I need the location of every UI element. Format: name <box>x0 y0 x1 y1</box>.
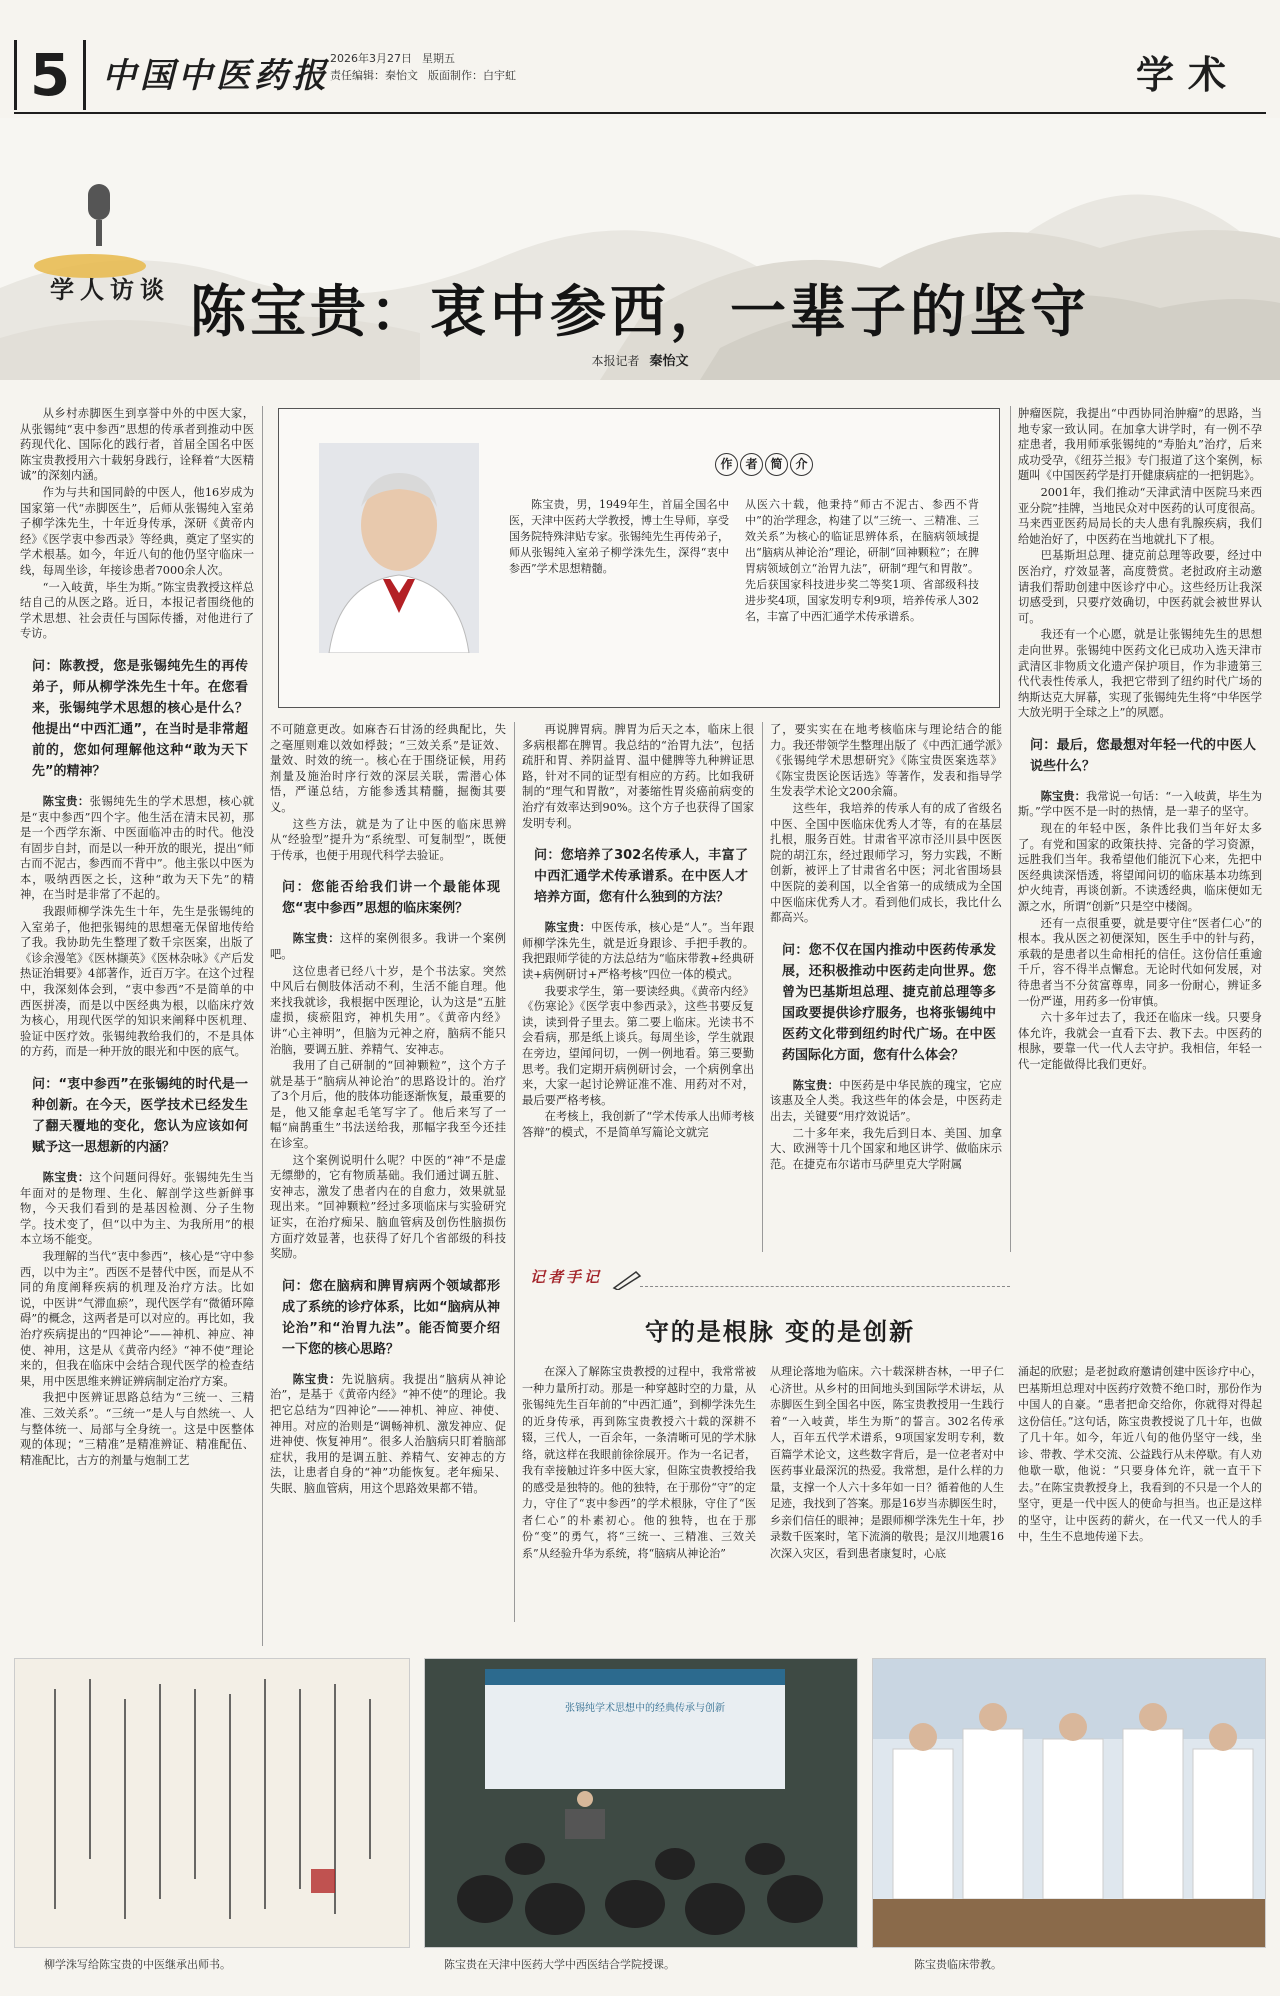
article-headline: 陈宝贵：衷中参西，一辈子的坚守 <box>190 280 1090 345</box>
intro-paragraph: 从乡村赤脚医生到享誉中外的中医大家，从张锡纯“衷中参西”思想的传承者到推动中医药现代化、国际化的践行者，首届全国名中医陈宝贵教授用六十载躬身践行，诠释着“大医精诚”的深刻内涵。 <box>20 407 254 483</box>
article-column-5 <box>1018 406 1262 1252</box>
column-rule <box>1010 406 1011 1252</box>
editor-credit: 责任编辑：秦怡文 <box>330 69 418 82</box>
answer-paragraph: 现在的年轻中医，条件比我们当年好太多了。有党和国家的政策扶持、完备的学习资源，远胜我们当年。我希望他们能沉下心来，先把中医经典读深悟透，将望闻问切的临床基本功练到炉火纯青，再谈创新。不读透经典，临床便如无源之水，所谓“创新”只是空中楼阁。 <box>1018 822 1262 914</box>
answer-paragraph: 我跟师柳学洙先生十年，先生是张锡纯的入室弟子，他把张锡纯的思想毫无保留地传给了我。我协助先生整理了数千宗医案，出版了《诊余漫笔》《医林撷英》《医林杂咏》《产后发热证治辑要》4部著作，近百万字。在这个过程中，我深刻体会到，“衷中参西”不是简单的中西医拼凑，而是以中医经典为根，以临床疗效为核心，用现代医学的知识来阐释中医机理、验证中医疗效。张锡纯教给我们的，不是具体的方药，而是一种开放的眼光和中医的底气。 <box>20 905 254 1059</box>
photo-caption: 陈宝贵临床带教。 <box>914 1958 1002 1971</box>
answer-paragraph: 我要求学生，第一要读经典。《黄帝内经》《伤寒论》《医学衷中参西录》，这些书要反复读，读到骨子里去。第二要上临床。光读书不会看病，那是纸上谈兵。每周坐诊，学生就跟在旁边，望闻问切，一例一例地看。第三要勤思考。我们定期开病例研讨会，一个病例拿出来，大家一起讨论辨证准不准、用药对不对，最后要严格考核。 <box>522 984 754 1107</box>
paper-name: 中国中医药报 <box>102 56 330 96</box>
author-bio-col-1: 陈宝贵，男，1949年生，首届全国名中医，天津中医药大学教授，博士生导师，享受国务院特殊津贴专家。张锡纯先生再传弟子，师从张锡纯入室弟子柳学洙先生，深得“衷中参西”学术思想精髓。 <box>509 498 729 575</box>
photo-clinical-teaching <box>872 1658 1266 1948</box>
section-name: 学术 <box>1135 52 1240 97</box>
reporter-note-col-2 <box>770 1364 1004 1649</box>
answer-paragraph: 这些方法，就是为了让中医的临床思辨从“经验型”提升为“系统型、可复制型”，既便于传承，也便于用现代科学去验证。 <box>270 817 506 862</box>
answer-paragraph: 陈宝贵：张锡纯先生的学术思想，核心就是“衷中参西”四个字。他生活在清末民初，那是一个西学东渐、中医面临冲击的时代。他没有固步自封，而是以一种开放的眼光，提出“师古而不泥古，参西而不背中”。他主张以中医为本，吸纳西医之长，这种“敢为天下先”的精神，在当时是非常了不起的。 <box>20 794 254 902</box>
page-number: 5 <box>14 40 86 110</box>
question-2: 问：“衷中参西”在张锡纯的时代是一种创新。在今天，医学技术已经发生了翻天覆地的变化，您认为应该如何赋予这一思想新的内涵？ <box>32 1077 248 1155</box>
title-char: 作 <box>715 453 738 476</box>
note-paragraph: 从理论落地为临床。六十载深耕杏林，一甲子仁心济世。从乡村的田间地头到国际学术讲坛，从赤脚医生到全国名中医，陈宝贵教授用一生践行着“一入岐黄，毕生为斯”的誓言。302名传承人，百年五代学术谱系，9项国家发明专利，数百篇学术论文，这些数字背后，是一位老者对中医药事业最深沉的热爱。我常想，是什么样的力量，支撑一个人六十多年如一日？循着他的人生足迹，我找到了答案。那是16岁当赤脚医生时，乡亲们信任的眼神；是跟师柳学洙先生十年，抄录数千医案时，笔下流淌的敬畏；是汉川地震16次深入灾区，看到患者康复时，心底 <box>770 1365 1004 1560</box>
answer-paragraph: 二十多年来，我先后到日本、美国、加拿大、欧洲等十几个国家和地区讲学、做临床示范。在捷克布尔诺市马萨里克大学附属 <box>770 1126 1002 1171</box>
column-tag-text: 学人访谈 <box>50 275 170 304</box>
answer-paragraph: 我用了自己研制的“回神颗粒”，这个方子就是基于“脑病从神论治”的思路设计的。治疗了3个月后，他的肢体功能逐渐恢复，最重要的是，他又能拿起毛笔写字了。他后来写了一幅“扁鹊重生”书法送给我，那幅字我至今还挂在诊室。 <box>270 1059 506 1151</box>
reporter-note-title: 守的是根脉 变的是创新 <box>644 1317 916 1346</box>
answer-label: 陈宝贵： <box>42 1171 90 1184</box>
photo-apprenticeship-letter <box>14 1658 410 1948</box>
handwritten-letter-image <box>15 1659 410 1948</box>
answer-paragraph: 了，要实实在在地考核临床与理论结合的能力。我还带领学生整理出版了《中西汇通学派》《张锡纯学术思想研究》《陈宝贵医案选萃》《陈宝贵医论医话选》等著作，发表和指导学生发表学术论文200余篇。 <box>770 723 1002 799</box>
answer-paragraph: 肿瘤医院，我提出“中西协同治肿瘤”的思路，当地专家一致认同。在加拿大讲学时，有一例不孕症患者，我用师承张锡纯的“寿胎丸”治疗，后来成功受孕，《纽芬兰报》专门报道了这个案例，标题叫《中国医药学是打开健康病症的一把钥匙》。 <box>1018 407 1262 483</box>
answer-paragraph: 我还有一个心愿，就是让张锡纯先生的思想走向世界。张锡纯中医药文化已成功入选天津市武清区非物质文化遗产保护项目，作为非遗第三代代表性传承人，我把它带到了纽约时代广场的纳斯达克大屏幕，实现了张锡纯先生将“中华医学大放光明于全球之上”的夙愿。 <box>1018 628 1262 720</box>
answer-paragraph: 陈宝贵：先说脑病。我提出“脑病从神论治”，是基于《黄帝内经》“神不使”的理论。我把它总结为“四神论”——神机、神应、神使、神用。对应的治则是“调畅神机、激发神应、促进神使、恢复神用”。很多人治脑病只盯着脑部症状，我用的是调五脏、养精气、安神志的方法，让患者自身的“神”功能恢复。老年痴呆、失眠、脑血管病，用这个思路效果都不错。 <box>270 1372 506 1495</box>
issue-date: 2026年3月27日 <box>330 52 412 65</box>
title-char: 简 <box>765 453 788 476</box>
question-7: 问：最后，您最想对年轻一代的中医人说些什么？ <box>1030 737 1256 774</box>
answer-paragraph: 陈宝贵：这样的案例很多。我讲一个案例吧。 <box>270 932 506 961</box>
answer-paragraph: 陈宝贵：中医药是中华民族的瑰宝，它应该惠及全人类。我这些年的体会是，中医药走出去，关键要“用疗效说话”。 <box>770 1078 1002 1123</box>
pen-icon <box>612 1270 642 1290</box>
answer-label: 陈宝贵： <box>792 1078 840 1092</box>
answer-paragraph: 还有一点很重要，就是要守住“医者仁心”的根本。我从医之初便深知，医生手中的针与药，承载的是患者以生命相托的信任。这份信任重逾千斤，容不得半点懈怠。无论时代如何发展，对待患者当不分贫富尊卑，同多一份耐心，辨证多一份严谨，用药多一份审慎。 <box>1018 916 1262 1008</box>
question-4: 问：您在脑病和脾胃病两个领域都形成了系统的诊疗体系，比如“脑病从神论治”和“治胃九法”。能否简要介绍一下您的核心思路？ <box>282 1278 500 1357</box>
question-3: 问：您能否给我们讲一个最能体现您“衷中参西”思想的临床案例？ <box>282 880 500 917</box>
question-5: 问：您培养了302名传承人，丰富了中西汇通学术传承谱系。在中医人才培养方面，您有什么独到的方法？ <box>534 848 748 906</box>
column-rule <box>762 722 763 1252</box>
byline <box>0 350 1280 369</box>
author-bio-col-2: 从医六十载，他秉持“师古不泥古、参西不背中”的治学理念，构建了以“三统一、三精准、三效关系”为核心的临证思辨体系，在脑病领域提出“脑病从神论治”理论，研制“回神颗粒”；在脾胃病领域创立“治胃九法”，研制“理气和胃散”。先后获国家科技进步奖二等奖1项、省部级科技进步奖4项，国家发明专利9项，培养传承人302名，丰富了中西汇通学术传承谱系。 <box>745 498 979 623</box>
layout-credit: 版面制作：白宇虹 <box>428 69 516 82</box>
reporter-note-tag: 记者手记 <box>530 1268 603 1286</box>
column-tag <box>30 178 250 304</box>
answer-label: 陈宝贵： <box>292 932 341 946</box>
answer-paragraph: 这些年，我培养的传承人有的成了省级名中医、全国中医临床优秀人才等，有的在基层扎根，服务百姓。甘肃省平凉市泾川县中医医院的胡江东，经过跟师学习，努力实践，不断创新，被评上了甘肃省名中医；河北省围场县中医院的姜利国，以全省第一的成绩成为全国中医临床优秀人才。看到他们成长，我比什么都高兴。 <box>770 801 1002 925</box>
masthead <box>0 0 1280 110</box>
question-1: 问：陈教授，您是张锡纯先生的再传弟子，师从柳学洙先生十年。在您看来，张锡纯学术思想的核心是什么？他提出“中西汇通”，在当时是非常超前的，您如何理解他这种“敢为天下先”的精神？ <box>32 658 248 779</box>
article-column-3 <box>522 722 754 1252</box>
author-profile-box <box>278 408 1000 708</box>
answer-paragraph: 这个案例说明什么呢？中医的“神”不是虚无缥缈的，它有物质基础。我们通过调五脏、安神志，激发了患者内在的自愈力，效果就显现出来。“回神颗粒”经过多项临床与实验研究证实，在治疗痴呆、脑血管病及创伤性脑损伤方面疗效显著，也获得了好几个省部级的科技奖励。 <box>270 1153 506 1261</box>
answer-paragraph: 这位患者已经八十岁，是个书法家。突然中风后右侧肢体活动不利，生活不能自理。他来找我就诊，我根据中医理论，认为这是“五脏虚损，痰瘀阻窍，神机失用”。《黄帝内经》讲“心主神明”，但脑为元神之府，脑病不能只治脑，要调五脏、养精气、安神志。 <box>270 964 506 1056</box>
intro-paragraph: 作为与共和国同龄的中医人，他16岁成为国家第一代“赤脚医生”，后师从张锡纯入室弟子柳学洙先生，十年近身传承，深研《黄帝内经》《医学衷中参西录》等经典，奠定了坚实的学术根基。如今，年近八旬的他仍坚守临床一线，每周坐诊，年接诊患者7000余人次。 <box>20 485 254 577</box>
title-char: 介 <box>790 453 813 476</box>
answer-label: 陈宝贵： <box>1040 789 1086 803</box>
article-column-1 <box>20 406 254 1646</box>
byline-prefix: 本报记者 <box>591 354 640 368</box>
column-rule <box>262 406 263 1646</box>
slide-title: 张锡纯学术思想中的经典传承与创新 <box>565 1703 725 1714</box>
note-paragraph: 在深入了解陈宝贵教授的过程中，我常常被一种力量所打动。那是一种穿越时空的力量，从张锡纯先生百年前的“中西汇通”，到柳学洙先生的近身传承，再到陈宝贵教授六十载的深耕不辍，三代人，一百余年，一条清晰可见的学术脉络，就这样在我眼前徐徐展开。作为一名记者，我有幸接触过许多中医大家，但陈宝贵教授给我的感受是独特的。他的独特，在于那份“守”的定力，守住了“衷中参西”的学术根脉，守住了“医者仁心”的朴素初心。他的独特，也在于那份“变”的勇气，将“三统一、三精准、三效关系”从经验升华为系统，将“脑病从神论治” <box>522 1365 756 1560</box>
answer-paragraph: 巴基斯坦总理、捷克前总理等政要，经过中医治疗，疗效显著，高度赞赏。老挝政府主动邀请我们帮助创建中医诊疗中心。这些经历让我深切感受到，只要疗效确切，中医药就会被世界认可。 <box>1018 549 1262 625</box>
answer-paragraph: 陈宝贵：这个问题问得好。张锡纯先生当年面对的是物理、生化、解剖学这些新鲜事物，今天我们看到的是基因检测、分子生物学。技术变了，但“以中为主、为我所用”的根本立场不能变。 <box>20 1171 254 1247</box>
answer-paragraph: 再说脾胃病。脾胃为后天之本，临床上很多病根都在脾胃。我总结的“治胃九法”，包括疏肝和胃、养阴益胃、温中健脾等九种辨证思路，针对不同的证型有相应的方药。比如我研制的“理气和胃散”，对萎缩性胃炎癌前病变的治疗有效率达到90%。这个方子也获得了国家发明专利。 <box>522 723 754 830</box>
question-6: 问：您不仅在国内推动中医药传承发展，还积极推动中医药走向世界。您曾为巴基斯坦总理、捷克前总理等多国政要提供诊疗服务，也将张锡纯中医药文化带到纽约时代广场。在中医药国际化方面，您有什么体会？ <box>782 942 996 1063</box>
photo-caption: 柳学洙写给陈宝贵的中医继承出师书。 <box>44 1958 231 1971</box>
answer-label: 陈宝贵： <box>544 921 592 935</box>
byline-name: 秦怡文 <box>649 354 689 369</box>
issue-meta <box>330 50 526 84</box>
answer-paragraph: 六十多年过去了，我还在临床一线。只要身体允许，我就会一直看下去、教下去。中医药的根脉，要靠一代一代人去守护。我相信，年轻一代一定能做得比我们更好。 <box>1018 1011 1262 1071</box>
hero-banner <box>0 118 1280 380</box>
answer-paragraph: 在考核上，我创新了“学术传承人出师考核答辩”的模式，不是简单写篇论文就完 <box>522 1110 754 1139</box>
answer-label: 陈宝贵： <box>42 794 90 808</box>
article-column-4 <box>770 722 1002 1252</box>
photo-lecture <box>424 1658 858 1948</box>
masthead-rule <box>14 112 1266 114</box>
answer-paragraph: 2001年，我们推动“天津武清中医院马来西亚分院”挂牌，当地民众对中医药的认可度很高。马来西亚医药局局长的夫人患有乳腺疾病，我们给她治好了，中医药在当地就扎下了根。 <box>1018 485 1262 546</box>
answer-paragraph: 陈宝贵：中医传承，核心是“人”。当年跟师柳学洙先生，就是近身跟诊、手把手教的。我把跟师学徒的方法总结为“临床带教+经典研读+病例研讨+严格考核”四位一体的模式。 <box>522 921 754 981</box>
issue-weekday: 星期五 <box>422 52 455 65</box>
photo-caption: 陈宝贵在天津中医药大学中西医结合学院授课。 <box>444 1958 675 1971</box>
column-rule <box>514 722 515 1622</box>
reporter-note-rule <box>640 1286 1010 1287</box>
clinic-image <box>873 1659 1266 1948</box>
photo-strip <box>14 1658 1266 1978</box>
answer-paragraph: 陈宝贵：我常说一句话：“一入岐黄，毕生为斯。”学中医不是一时的热情，是一辈子的坚守。 <box>1018 789 1262 819</box>
note-paragraph: 涌起的欣慰；是老挝政府邀请创建中医诊疗中心，巴基斯坦总理对中医药疗效赞不绝口时，那份作为中国人的自豪。“患者把命交给你，你就得对得起这份信任。”这句话，陈宝贵教授说了几十年，也做了几十年。如今，年近八旬的他仍坚守一线，坐诊、带教、学术交流、公益践行从未停歇。有人劝他歇一歇，他说：“只要身体允许，就一直干下去。”在陈宝贵教授身上，我看到的不只是一个人的坚守，更是一代中医人的使命与担当。也正是这样的坚守，让中医药的薪火，在一代又一代人的手中，生生不息地传递下去。 <box>1018 1365 1262 1543</box>
answer-label: 陈宝贵： <box>292 1372 342 1386</box>
reporter-note-col-3 <box>1018 1364 1262 1649</box>
answer-paragraph: 我把中医辨证思路总结为“三统一、三精准、三效关系”。“三统一”是人与自然统一、人与整体统一、局部与全身统一。这是中医整体观的体现；“三精准”是精准辨证、精准配伍、精准配比，古方的剂量与炮制工艺 <box>20 1391 254 1467</box>
microphone-icon <box>30 178 150 278</box>
author-box-title <box>699 453 829 476</box>
author-portrait <box>319 443 479 653</box>
answer-paragraph: 不可随意更改。如麻杏石甘汤的经典配比，失之毫厘则难以效如桴鼓；“三效关系”是证效、量效、时效的统一。核心在于围绕证候，用药剂量及施治时序行效的深层关联，需潜心体悟，严谨总结，方能参透其精髓，掘衡其要义。 <box>270 723 506 814</box>
title-char: 者 <box>740 453 763 476</box>
answer-paragraph: 我理解的当代“衷中参西”，核心是“守中参西，以中为主”。西医不是替代中医，而是从不同的角度阐释疾病的机理及治疗方法。比如说，中医讲“气滞血瘀”，现代医学有“微循环障碍”的概念，这两者是可以对应的。再比如，我治疗疾病提出的“四神论”——神机、神应、神使、神用，这是从《黄帝内经》“神不使”理论来的，但我在临床中会结合现代医学的检查结果，用中医思维来辨证辨病制定治疗方案。 <box>20 1249 254 1388</box>
reporter-note-col-1 <box>522 1364 756 1649</box>
article-column-2 <box>270 722 506 1622</box>
intro-paragraph: “一入岐黄，毕生为斯。”陈宝贵教授这样总结自己的从医之路。近日，本报记者围绕他的学术思想、社会责任与国际传播，对他进行了专访。 <box>20 580 254 641</box>
